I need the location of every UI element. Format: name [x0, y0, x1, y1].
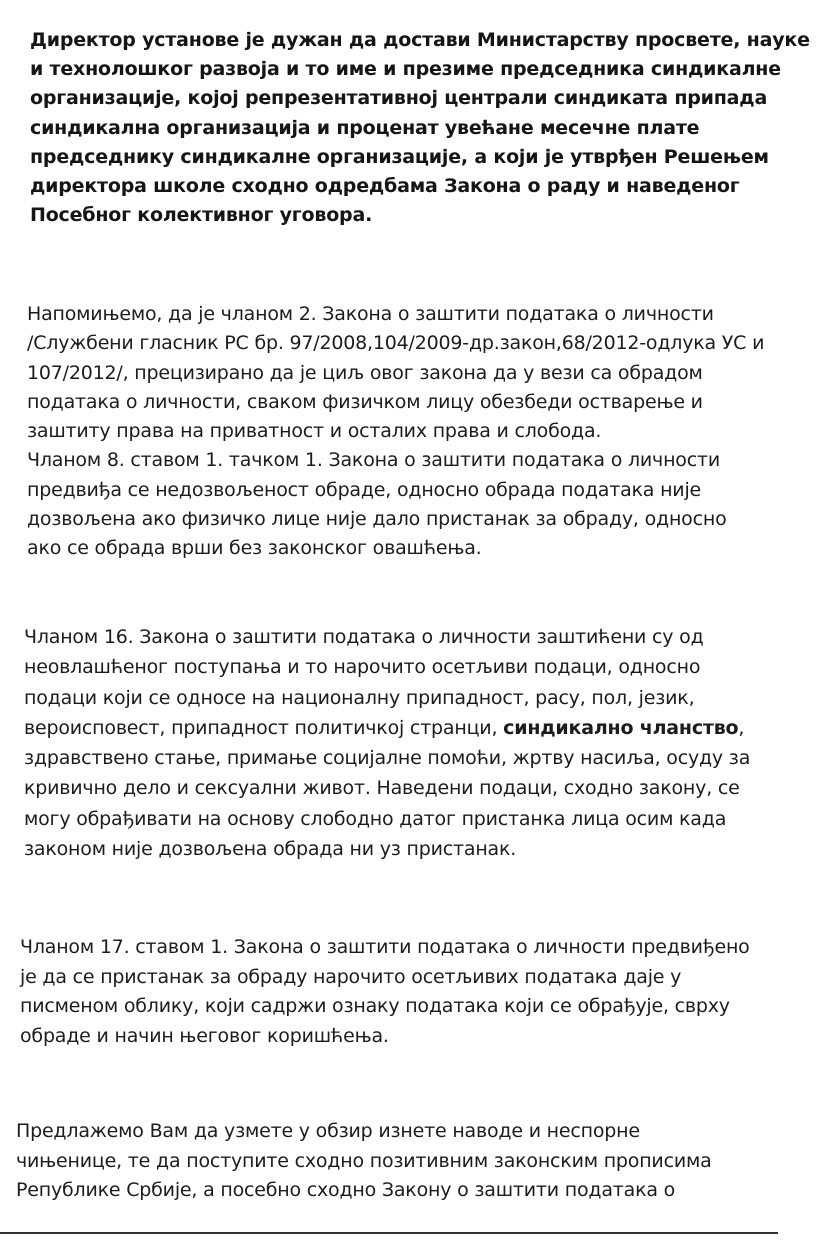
text-line: Републике Србије, а посебно сходно Закону о заштити података о: [16, 1179, 676, 1201]
text-line: је да се пристанак за обраду нарочито осетљивих података даје у: [20, 965, 682, 988]
text-line: синдикална организација и проценат увећане месечне плате: [30, 116, 700, 139]
text-line: Предлажемо Вам да узмете у обзир изнете наводе и неспорне: [16, 1120, 640, 1142]
text-line: здравствено стање, примање социјалне помоћи, жртву насиља, осуду за: [24, 747, 751, 770]
text-line: неовлашћеног поступања и то нарочито осетљиви подаци, односно: [24, 656, 701, 679]
text-line: Директор установе је дужан да достави Министарству просвете, науке: [30, 29, 810, 51]
bottom-divider: [0, 1232, 778, 1234]
text-line: /Службени гласник РС бр. 97/2008,104/2009-др.закон,68/2012-одлука УС и: [27, 332, 765, 355]
text-line: података о личности, сваком физичком лицу обезбеди остварење и: [27, 390, 703, 413]
text-line: писменом облику, који садржи ознаку података који се обрађује, сврху: [20, 995, 730, 1017]
text-line: Напомињемо, да је чланом 2. Закона о заштити података о личности: [27, 303, 714, 325]
text-fragment: ,: [738, 716, 745, 739]
text-line: Посебног колективног уговора.: [30, 204, 373, 227]
paragraph-article-16: [24, 622, 750, 864]
paragraph-data-protection: [27, 300, 764, 564]
text-line: и технолошког развоја и то име и презиме председника синдикалне: [30, 58, 781, 81]
paragraph-article-17: [20, 933, 750, 1051]
emphasized-union-membership: синдикално чланство: [503, 716, 739, 739]
text-line: Чланом 8. ставом 1. тачком 1. Закона о заштити података о личности: [27, 449, 720, 472]
text-line: ако се обрада врши без законског овашћења.: [27, 537, 482, 560]
text-line: Чланом 16. Закона о заштити података о личности заштићени су од: [24, 626, 704, 648]
paragraph-proposal: [16, 1117, 712, 1206]
text-line: подаци који се односе на националну припадност, расу, пол, језик,: [24, 686, 695, 709]
text-line: заштиту права на приватност и осталих права и слобода.: [27, 420, 602, 443]
text-fragment: вероисповест, припадност политичкој странци,: [24, 716, 504, 739]
text-line: Чланом 17. ставом 1. Закона о заштити података о личности предвиђено: [20, 936, 750, 958]
text-line: предвиђа се недозвољеност обраде, односно обрада података није: [27, 478, 702, 501]
text-line: директора школе сходно одредбама Закона о раду и наведеног: [30, 175, 740, 198]
paragraph-director-obligation: [30, 26, 810, 230]
text-line: дозвољена ако физичко лице није дало пристанак за обраду, односно: [27, 508, 727, 531]
text-line: кривично дело и сексуални живот. Наведени подаци, сходно закону, се: [24, 777, 740, 800]
text-line: организације, којој репрезентативној централи синдиката припада: [30, 87, 768, 110]
text-line: чињенице, те да поступите сходно позитивним законским прописима: [16, 1149, 712, 1172]
text-line: могу обрађивати на основу слободно датог пристанка лица осим када: [24, 807, 727, 830]
text-line-with-emphasis: [24, 713, 750, 743]
text-line: обраде и начин његовог коришћења.: [20, 1024, 389, 1047]
text-line: 107/2012/, прецизирано да је циљ овог закона да у вези са обрадом: [27, 361, 703, 384]
text-line: законом није дозвољена обрада ни уз пристанак.: [24, 838, 517, 861]
text-line: председнику синдикалне организације, а који је утврђен Решењем: [30, 145, 769, 168]
